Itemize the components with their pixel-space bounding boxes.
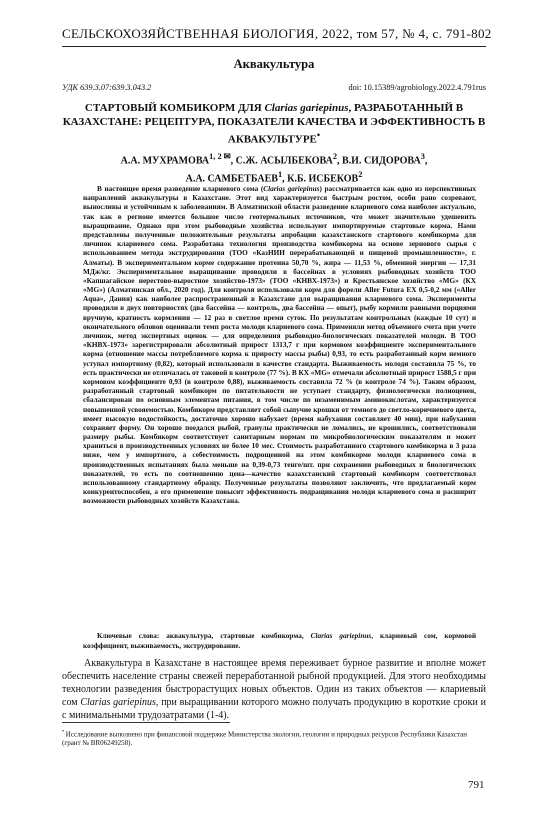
abstract-text-2: ) рассматривается как одно из перспективных направлений аквакультуры в Казахстане. Этот вид характеризуется быстрым ростом, особи рано созревают, выносливы и устойчивым к заболеваниям. В Алматинской области разведение клариевого сома наиболее актуально, так как в регионе имеется большое число геотермальных источников, что может значительно удешевить выращивание. Однако при этом рыбоводные хозяйства используют импортируемые стартовые корма. Нами представлены полученные положительные результаты апробации казахстанского стартового комбикорма для личинок клариевого сома. Разработана технология производства комбикорма на основе зернового сырья с использованием метода экструдирования (ТОО «КазНИИ перерабатывающей и пищевой промышленности», г. Алматы). В экспериментальном корме содержание протеина 50,70 %, жира — 11,53 %, обменной энергии — 17,31 МДж/кг. Экспериментальное выращивание проводили в бассейнах в условиях рыбоводных хозяйств ТОО «Капшагайское нерестово-выростное хозяйство-1973» (ТОО «КНВХ-1973») и Крестьянское хозяйство «MG» (КХ «MG») (Алматинская обл., 2020 год). Для контроля использовали корм для форели Aller Futura EX 0,5-0,2 мм («Aller Aqua», Дания) как наиболее распространенный в Казахстане для выращивания клариевого сома. Эксперименты проводили в двух повторностях (два бассейна — контроль, два бассейна — опыт), рыбу кормили равными порциями вручную, кратность кормления — 12 раз в светлое время суток. По результатам контрольных (каждые 10 сут) и окончательного обловов оценивали темп роста молоди клариевого сома. Применяли метод объемного счета при учете личинок, метод экспертных оценок — для определения рыбоводно-биологических показателей молоди. В ТОО «КНВХ-1973» зарегистрировали абсолютный прирост 1313,7 г при кормовом коэффициенте экспериментального корма (отношение массы потребляемого корма к приросту массы рыбы) 0,93, то есть разработанный корм немного уступал импортному (0,82), который использовали в качестве стандарта. Выживаемость молоди составила 75 %, то есть практически не отличалась от таковой в контроле (77 %). В КХ «MG» отмечали абсолютный прирост 1588,5 г при кормовом коэффициенте 0,93 (в контроле 0,88), выживаемость составила 72 % (в контроле 74 %). Таким образом, разработанный стартовый комбикорм по питательности не уступает стандарту, физиологически полноценен, сбалансирован по основным элементам питания, в том числе по незаменимым аминокислотам, характеризуется повышенной усвояемостью. Комбикорм представляет собой сыпучие крошки от темного до светло-коричневого цвета, имеет высокую водостойкость, достаточно хорошо набухает (время набухания составляет 40 мин), при набухании сохраняет форму. Он хорошо поедался рыбой, гранулы практически не ломались, не крошились, соответствовали размеру рыбы. Комбикорм соответствует санитарным нормам по микробиологическим показателям и может храниться в производственных условиях не более 10 мес. Стоимость разработанного стартового комбикорма в 3 раза ниже, чем у импортного, а себестоимость подрощенной на этом комбикорме молоди клариевого сома в производственных испытаниях была меньше на 0,39-0,73 тенге/шт. при сохранении рыбоводных и биологических показателей, то есть по соотношению цена—качество казахстанский стартовый комбикорм соответствовал использованному стандартному образцу. Полученные результаты позволяют заключить, что предлагаемый корм конкурентоспособен, а его применение повысит эффективность подращивания молоди клариевого сома и расширит возможности рыбоводных хозяйств Казахстана.	[83, 185, 477, 506]
section-title: Аквакультура	[233, 57, 315, 71]
author-5: , К.Б. ИСБЕКОВ	[282, 173, 359, 185]
author-5-affiliation: 2	[358, 169, 363, 179]
author-4-affiliation: 1	[277, 169, 283, 179]
udc-code: УДК 639.3.07:639.3.043.2	[62, 83, 152, 92]
intro-text-2: , при выращивании которого можно получать продукцию в короткие сроки и с минимальными трудозатратами (1-4).	[62, 697, 487, 721]
author-2-affiliation: 2	[332, 152, 337, 161]
keywords-text-1: аквакультура, стартовые комбикорма,	[159, 632, 311, 640]
keywords-species: Clarias gariepinus	[310, 632, 372, 640]
journal-header: СЕЛЬСКОХОЗЯЙСТВЕННАЯ БИОЛОГИЯ, 2022, том 57, № 4, с. 791-802	[62, 26, 492, 41]
author-list	[62, 150, 486, 186]
author-3-affiliation: 3	[420, 152, 425, 161]
author-separator: ,	[424, 155, 428, 167]
intro-paragraph	[62, 657, 486, 722]
keywords	[83, 632, 476, 651]
page-number: 791	[468, 779, 485, 791]
footnote	[62, 728, 486, 748]
title-footnote-mark: •	[316, 130, 321, 140]
title-part-2: , РАЗРАБОТАННЫЙ В КАЗАХСТАНЕ: РЕЦЕПТУРА, ПОКАЗАТЕЛИ КАЧЕСТВА И ЭФФЕКТИВНОСТЬ В АКВАКУЛЬТУРЕ	[62, 102, 486, 146]
abstract-text-1: В настоящее время разведение клариевого сома (	[97, 185, 264, 193]
keywords-label: Ключевые слова:	[97, 632, 160, 640]
footnote-text: Исследование выполнено при финансовой поддержке Министерства экологии, геологии и природных ресурсов Республики Казахстан (грант № BR06249258).	[62, 730, 468, 748]
author-3: , В.И. СИДОРОВА	[337, 155, 421, 167]
author-1-affiliation: 1, 2 ✉	[209, 152, 231, 161]
intro-text-1: Аквакультура в Казахстане в настоящее время переживает бурное развитие и вполне может обеспечить население страны свежей переработанной рыбной продукцией. Для этого необходимы технологии разведения быстрорастущих новых объектов. Один из таких объектов — клариевый сом	[62, 658, 486, 708]
keywords-text-2: , клариевый сом, кормовой коэффициент, выживаемость, экструдирование.	[83, 632, 477, 650]
abstract	[83, 185, 476, 507]
author-1: А.А. МУХРАМОВА	[120, 155, 210, 167]
article-title	[62, 102, 486, 147]
abstract-species: Clarias gariepinus	[263, 185, 320, 193]
footnote-divider	[62, 722, 230, 723]
title-part-1: СТАРТОВЫЙ КОМБИКОРМ ДЛЯ	[84, 102, 262, 114]
header-divider	[62, 46, 486, 47]
intro-species: Clarias gariepinus	[80, 697, 156, 708]
footnote-mark: •	[62, 729, 65, 735]
author-4: А.А. САМБЕТБАЕВ	[185, 173, 278, 185]
doi: doi: 10.15389/agrobiology.2022.4.791rus	[348, 83, 486, 92]
author-2: , С.Ж. АСЫЛБЕКОВА	[230, 155, 333, 167]
title-species: Clarias gariepinus	[264, 102, 349, 114]
